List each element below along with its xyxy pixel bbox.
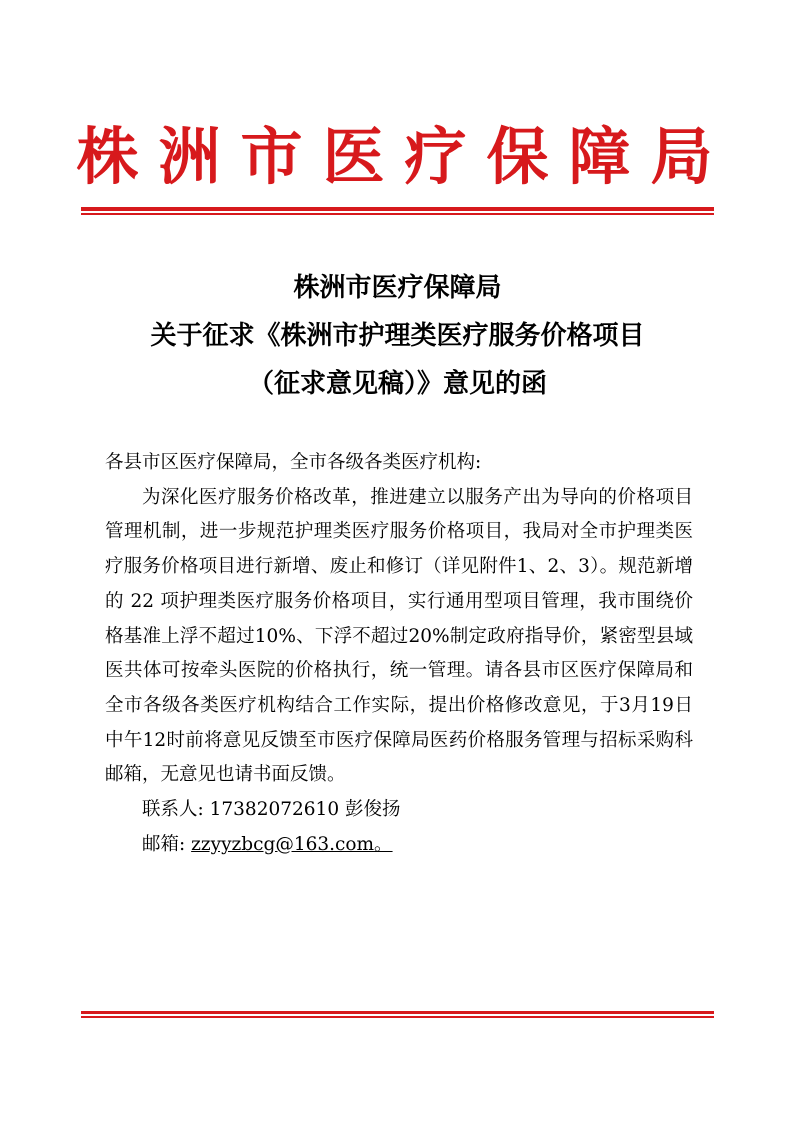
contact-phone: 17382072610 (209, 799, 340, 821)
header-divider-thin (81, 213, 714, 215)
email-label: 邮箱: (142, 833, 186, 855)
title-line-3: （征求意见稿）》意见的函 (247, 369, 547, 399)
footer-divider-thick (81, 1011, 714, 1014)
title-line-1: 株洲市医疗保障局 (293, 273, 502, 303)
email-link[interactable]: zzyyzbcg@163.com。 (191, 833, 393, 855)
salutation: 各县市区医疗保障局，全市各级各类医疗机构: (105, 452, 482, 473)
header-divider-thick (81, 207, 714, 211)
letter-body (105, 446, 693, 862)
email-line (105, 828, 693, 863)
masthead-org-name: 株洲市医疗保障局 (76, 120, 733, 193)
contact-name: 彭俊扬 (345, 799, 401, 821)
title-line-2: 关于征求《株洲市护理类医疗服务价格项目 (150, 321, 645, 351)
footer-divider-thin (81, 1016, 714, 1018)
contact-label: 联系人: (142, 799, 204, 821)
body-paragraph: 为深化医疗服务价格改革，推进建立以服务产出为导向的价格项目管理机制，进一步规范护理类医疗服务价格项目，我局对全市护理类医疗服务价格项目进行新增、废止和修订（详见附件1、2、3）。规范新增的 22 项护理类医疗服务价格项目，实行通用型项目管理，我市围绕价格基准上浮不超过10%、下浮不超过20%制定政府指导价，紧密型县域医共体可按牵头医院的价格执行，统一管理。请各县市区医疗保障局和全市各级各类医疗机构结合工作实际，提出价格修改意见，于3月19日中午12时前将意见反馈至市医疗保障局医药价格服务管理与招标采购科邮箱，无意见也请书面反馈。 (105, 486, 693, 786)
document-title (81, 264, 714, 408)
contact-line (105, 793, 693, 828)
